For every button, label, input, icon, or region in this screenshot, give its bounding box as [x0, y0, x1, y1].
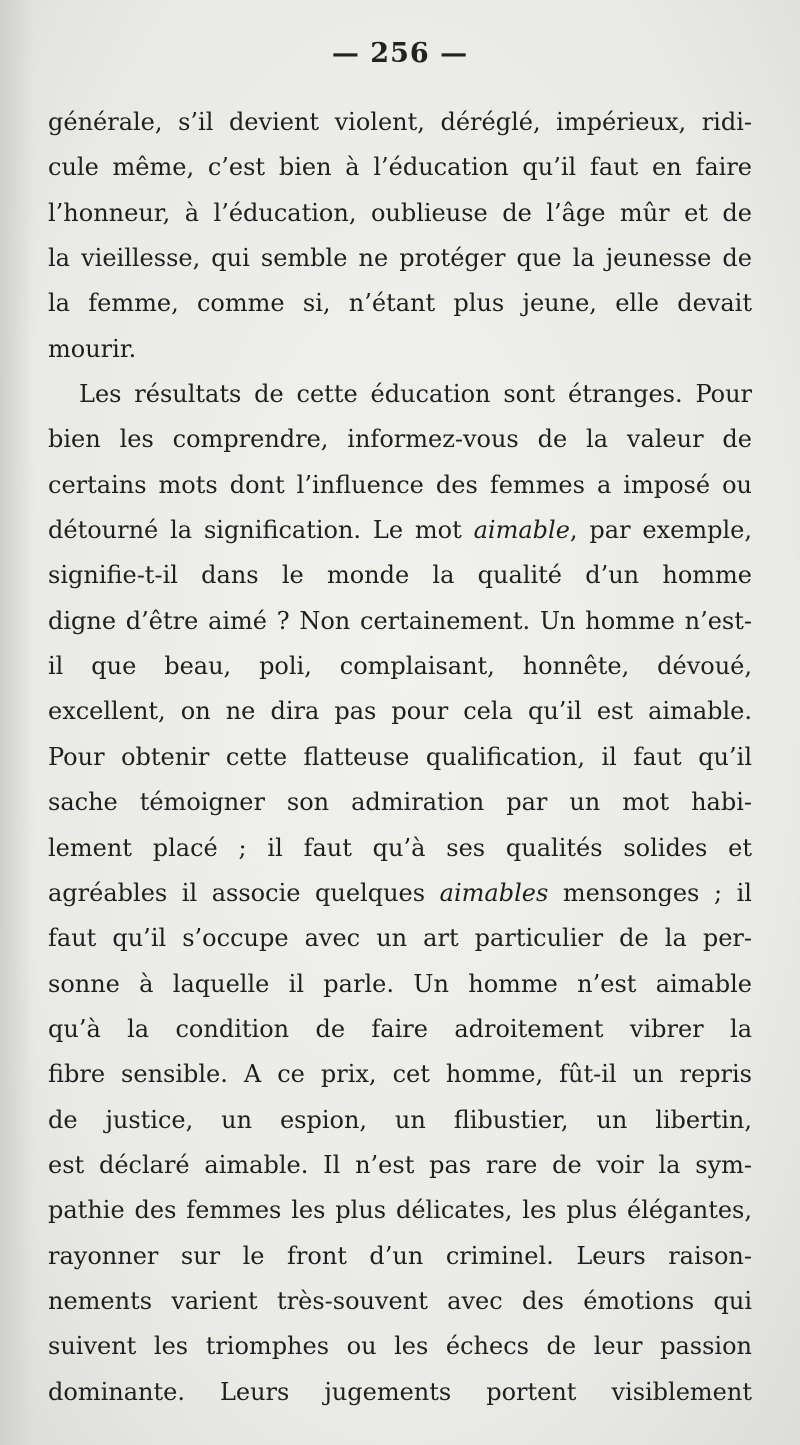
text-line: l’honneur, à l’éducation, oublieuse de l’âge mûr et de [48, 198, 752, 227]
text-line [48, 871, 752, 916]
text-line: générale, s’il devient violent, déréglé, impérieux, ridi- [48, 108, 752, 136]
text-line: sache témoigner son admiration par un mot habi- [48, 788, 752, 817]
text-run: détourné la signification. Le mot [48, 516, 474, 545]
text-line: la femme, comme si, n’étant plus jeune, elle devait [48, 289, 752, 318]
page-edge-shadow [0, 0, 34, 1445]
text-line: certains mots dont l’influence des femmes a imposé ou [48, 470, 752, 499]
text-line [48, 508, 752, 553]
text-line: cule même, c’est bien à l’éducation qu’il faut en faire [48, 153, 752, 182]
text-line: mourir. [48, 334, 137, 363]
text-line: fibre sensible. A ce prix, cet homme, fût-il un repris [48, 1060, 752, 1089]
text-run: agréables il associe quelques [48, 878, 440, 907]
text-line: dominante. Leurs jugements portent visiblement [48, 1377, 752, 1406]
text-line: lement placé ; il faut qu’à ses qualités solides et [48, 833, 752, 862]
text-line: il que beau, poli, complaisant, honnête, dévoué, [48, 652, 752, 681]
text-line: suivent les triomphes ou les échecs de leur passion [48, 1332, 752, 1361]
text-line: Les résultats de cette éducation sont étranges. Pour [79, 380, 752, 409]
text-line: rayonner sur le front d’un criminel. Leurs raison- [48, 1241, 752, 1270]
text-line: de justice, un espion, un flibustier, un libertin, [48, 1105, 752, 1134]
body-text [48, 100, 752, 1415]
text-line: qu’à la condition de faire adroitement vibrer la [48, 1014, 752, 1043]
text-line: nements varient très-souvent avec des émotions qui [48, 1286, 752, 1315]
italic-word: aimable [473, 516, 570, 545]
text-line: signifie-t-il dans le monde la qualité d’un homme [48, 561, 752, 590]
text-line: faut qu’il s’occupe avec un art particulier de la per- [48, 924, 752, 953]
text-line: Pour obtenir cette flatteuse qualification, il faut qu’il [48, 742, 752, 771]
text-line: bien les comprendre, informez-vous de la valeur de [48, 425, 752, 454]
text-line: est déclaré aimable. Il n’est pas rare de voir la sym- [48, 1150, 752, 1179]
italic-word: aimables [439, 878, 549, 907]
text-line: la vieillesse, qui semble ne protéger que la jeunesse de [48, 244, 752, 273]
page-number: — 256 — [331, 38, 469, 69]
text-line: pathie des femmes les plus délicates, les plus élégantes, [48, 1196, 752, 1225]
text-line: sonne à laquelle il parle. Un homme n’est aimable [48, 969, 752, 998]
text-line: digne d’être aimé ? Non certainement. Un homme n’est- [48, 606, 752, 635]
text-run: , par exemple, [569, 516, 752, 545]
text-run: mensonges ; il [548, 878, 752, 907]
text-line: excellent, on ne dira pas pour cela qu’il est aimable. [48, 697, 752, 726]
